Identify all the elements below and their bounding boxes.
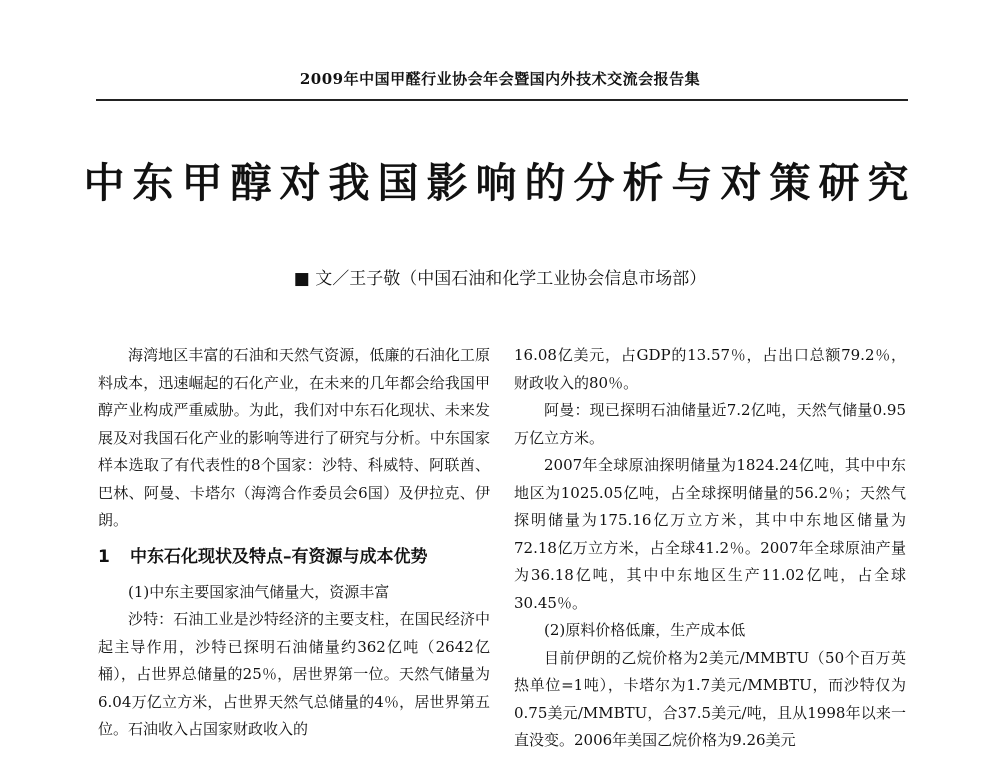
continuation-paragraph: 16.08亿美元，占GDP的13.57％，占出口总额79.2％，财政收入的80％。: [514, 346, 906, 392]
global-reserves-paragraph: 2007年全球原油探明储量为1824.24亿吨，其中中东地区为1025.05亿吨，占全球探明储量的56.2％；天然气探明储量为175.16亿万立方米，其中中东地区储量为72.18亿万立方米，占全球41.2％。2007年全球原油产量为36.18亿吨，其中中东地区生产11.02亿吨，占全球30.45％。: [514, 456, 906, 612]
article-title: 中东甲醇对我国影响的分析与对策研究: [83, 159, 917, 207]
intro-paragraph: 海湾地区丰富的石油和天然气资源，低廉的石油化工原料成本，迅速崛起的石化产业，在未来的几年都会给我国甲醇产业构成严重威胁。为此，我们对中东石化现状、未来发展及对我国石化产业的影响等进行了研究与分析。中东国家样本选取了有代表性的8个国家：沙特、科威特、阿联酋、巴林、阿曼、卡塔尔（海湾合作委员会6国）及伊拉克、伊朗。: [98, 346, 490, 529]
oman-paragraph: 阿曼：现已探明石油储量近7.2亿吨，天然气储量0.95万亿立方米。: [514, 401, 906, 447]
left-column: [98, 342, 490, 744]
running-header: 2009年中国甲醛行业协会年会暨国内外技术交流会报告集: [299, 70, 701, 88]
saudi-paragraph: 沙特：石油工业是沙特经济的主要支柱，在国民经济中起主导作用，沙特已探明石油储量约362亿吨（2642亿桶），占世界总储量的25％，居世界第一位。天然气储量为6.04万亿立方米，占世界天然气总储量的4％，居世界第五位。石油收入占国家财政收入的: [98, 610, 490, 738]
author-byline: ■ 文／王子敬（中国石油和化学工业协会信息市场部）: [293, 269, 707, 289]
section-heading: [98, 537, 490, 577]
right-column: [514, 342, 906, 755]
subheading-1: (1)中东主要国家油气储量大，资源丰富: [128, 582, 390, 601]
subheading-2: (2)原料价格低廉，生产成本低: [544, 621, 746, 639]
section-number: 1: [98, 546, 110, 567]
header-rule: [96, 99, 908, 101]
ethane-price-paragraph: 目前伊朗的乙烷价格为2美元/MMBTU（50个百万英热单位=1吨），卡塔尔为1.7美元/MMBTU，而沙特仅为0.75美元/MMBTU，合37.5美元/吨，且从1998年以来一直没变。2006年美国乙烷价格为9.26美元: [514, 648, 906, 749]
section-title: 中东石化现状及特点–有资源与成本优势: [130, 546, 428, 567]
